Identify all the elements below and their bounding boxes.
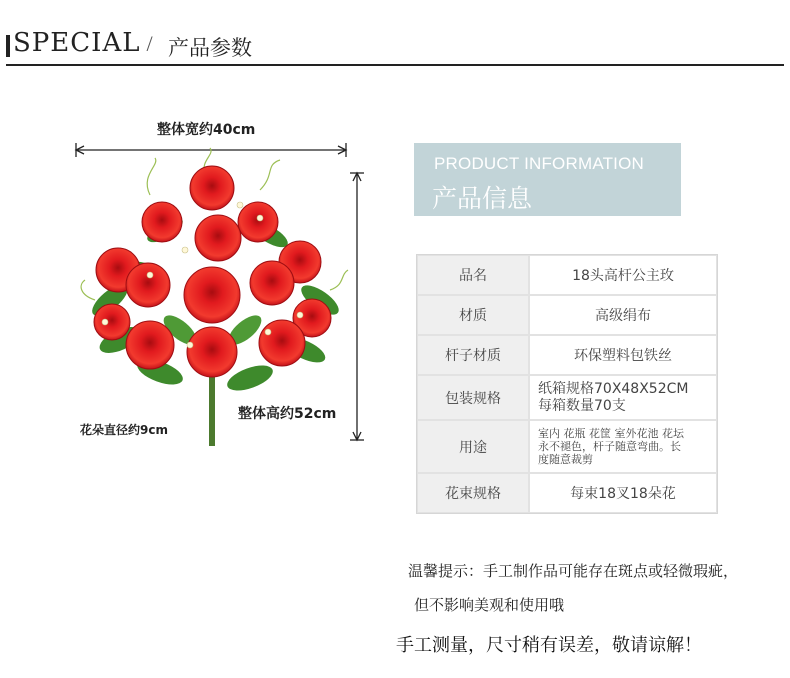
note-line-2: 但不影响美观和使用哦: [414, 596, 565, 614]
spec-value: [529, 375, 717, 420]
product-info-banner: [414, 143, 681, 216]
table-row: [417, 335, 717, 375]
spec-value: 每束18叉18朵花: [529, 473, 717, 513]
table-row: [417, 375, 717, 420]
height-dimension-arrow: [350, 173, 364, 440]
product-info-title-en: PRODUCT INFORMATION: [434, 154, 644, 173]
spec-value-line: 度随意裁剪: [538, 453, 593, 466]
rose-blooms: [94, 166, 331, 377]
spec-value: 18头高杆公主玫: [529, 255, 717, 295]
spec-value: 环保塑料包铁丝: [529, 335, 717, 375]
spec-value-line: 每箱数量70支: [538, 397, 626, 414]
table-row: [417, 295, 717, 335]
spec-key: 品名: [417, 255, 529, 295]
table-row: [417, 473, 717, 513]
spec-value-line: 室内 花瓶 花筐 室外花池 花坛: [538, 427, 684, 440]
spec-key: 用途: [417, 420, 529, 473]
spec-value-line: 永不褪色，杆子随意弯曲。长: [538, 440, 681, 453]
note-measurement: 手工测量，尺寸稍有误差，敬请谅解！: [396, 635, 702, 656]
width-label: 整体宽约40cm: [157, 122, 256, 138]
spec-table: [416, 254, 718, 514]
height-label: 整体高约52cm: [238, 406, 337, 422]
spec-key: 包装规格: [417, 375, 529, 420]
header-title-cn: 产品参数: [168, 36, 252, 60]
spec-value-line: 纸箱规格70X48X52CM: [538, 380, 689, 397]
diameter-label: 花朵直径约9cm: [80, 423, 168, 437]
table-row: [417, 420, 717, 473]
spec-key: 杆子材质: [417, 335, 529, 375]
spec-value: 高级绢布: [529, 295, 717, 335]
spec-key: 材质: [417, 295, 529, 335]
header-title-en: SPECIAL: [13, 28, 141, 58]
product-info-title-cn: 产品信息: [432, 184, 533, 213]
spec-value: [529, 420, 717, 473]
spec-key: 花束规格: [417, 473, 529, 513]
header-separator: /: [146, 31, 154, 56]
table-row: [417, 255, 717, 295]
note-line-1: 温馨提示：手工制作品可能存在斑点或轻微瑕疵，: [408, 562, 739, 580]
